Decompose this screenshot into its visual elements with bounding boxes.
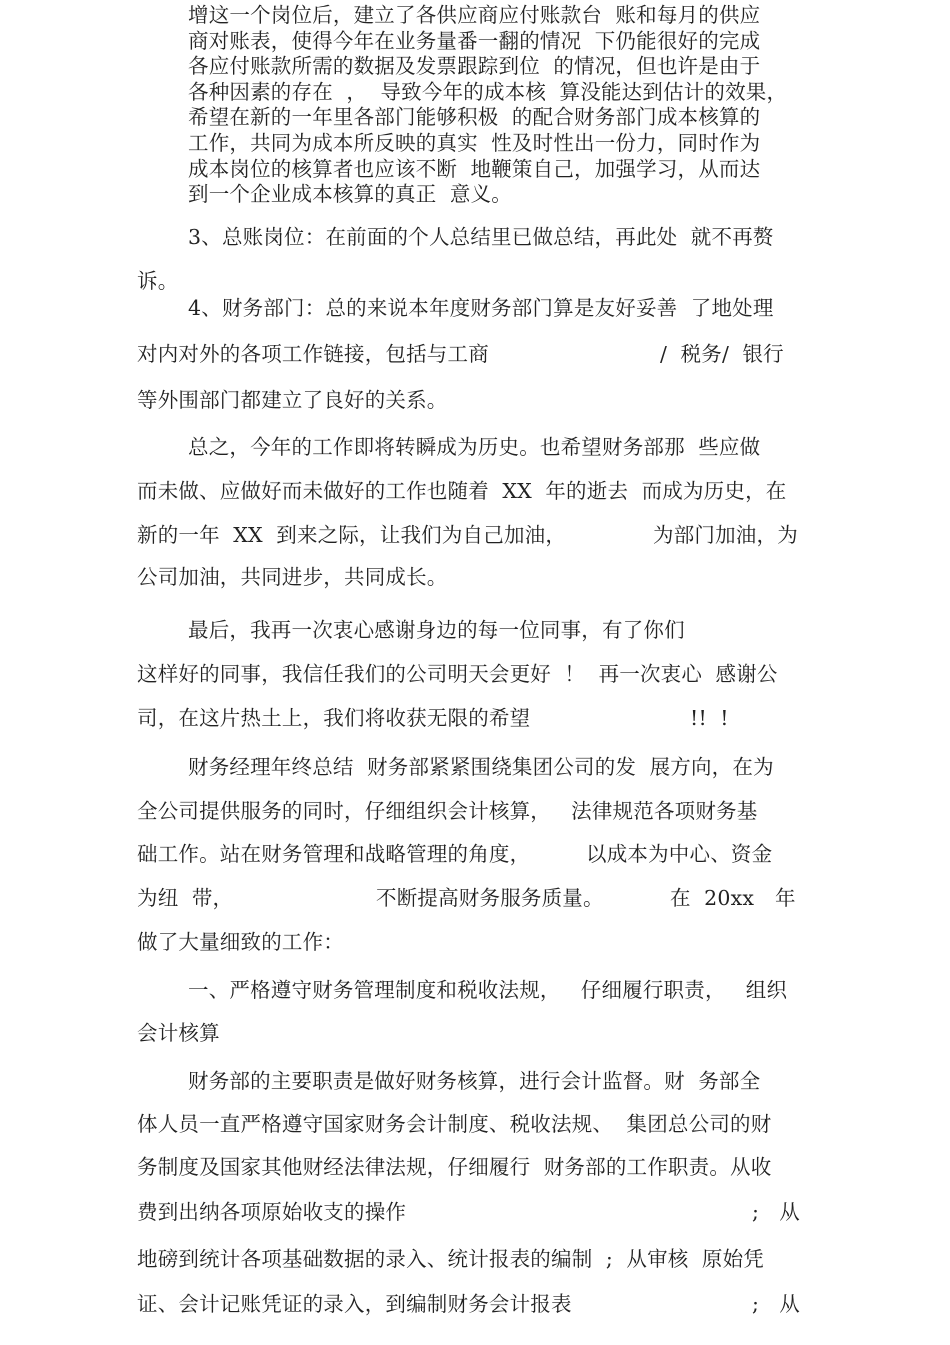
paragraph-line: 不断提高财务服务质量。 (376, 886, 604, 910)
section-heading-line: 会计核算 (137, 1021, 220, 1045)
paragraph-line: 而未做、应做好而未做好的工作也随着 XX 年的逝去 而成为历史，在 (137, 479, 787, 503)
paragraph-line: / 税务/ 银行 (660, 342, 784, 366)
paragraph-line: 费到出纳各项原始收支的操作 (137, 1200, 407, 1224)
paragraph-line: 以成本为中心、资金 (586, 842, 773, 866)
paragraph-line: 这样好的同事，我信任我们的公司明天会更好 ！ 再一次衷心 感谢公 (137, 662, 778, 686)
paragraph-line: 增这一个岗位后，建立了各供应商应付账款台 账和每月的供应 (188, 3, 761, 27)
paragraph-line: 证、会计记账凭证的录入，到编制财务会计报表 (137, 1292, 572, 1316)
paragraph-line: 地磅到统计各项基础数据的录入、统计报表的编制 ; 从审核 原始凭 (137, 1247, 765, 1271)
paragraph-line: 总之，今年的工作即将转瞬成为历史。也希望财务部那 些应做 (188, 435, 761, 459)
paragraph-line: 各种因素的存在 ， 导致今年的成本核 算没能达到估计的效果， (188, 80, 788, 104)
paragraph-line: 商对账表，使得今年在业务量番一翻的情况 下仍能很好的完成 (188, 29, 761, 53)
paragraph-line: ; 从 (752, 1200, 800, 1224)
paragraph-line: 新的一年 XX 到来之际，让我们为自己加油， (137, 523, 567, 547)
paragraph-line: 在 20xx (670, 886, 755, 910)
paragraph-line: 对内对外的各项工作链接，包括与工商 (137, 342, 489, 366)
paragraph-line: 财务经理年终总结 财务部紧紧围绕集团公司的发 展方向，在为 (188, 755, 774, 779)
paragraph-line: 司，在这片热土上，我们将收获无限的希望 (137, 706, 531, 730)
paragraph-line: 为纽 带， (137, 886, 234, 910)
paragraph-line: 4、财务部门：总的来说本年度财务部门算是友好妥善 了地处理 (188, 296, 774, 320)
paragraph-line: 年 (775, 886, 796, 910)
paragraph-line: 各应付账款所需的数据及发票跟踪到位 的情况，但也许是由于 (188, 54, 761, 78)
paragraph-line: 诉。 (137, 269, 179, 293)
section-heading-line: 一、严格遵守财务管理制度和税收法规， 仔细履行职责， 组织 (188, 978, 788, 1002)
paragraph-line: ; 从 (752, 1292, 800, 1316)
paragraph-line: 等外围部门都建立了良好的关系。 (137, 388, 448, 412)
paragraph-line: 为部门加油，为 (653, 523, 798, 547)
paragraph-line: 全公司提供服务的同时，仔细组织会计核算， 法律规范各项财务基 (137, 799, 758, 823)
paragraph-line: 最后，我再一次衷心感谢身边的每一位同事，有了你们 (188, 618, 685, 642)
paragraph-line: 础工作。站在财务管理和战略管理的角度， (137, 842, 531, 866)
paragraph-line: 做了大量细致的工作： (137, 930, 344, 954)
paragraph-line: 3、总账岗位：在前面的个人总结里已做总结，再此处 就不再赘 (188, 225, 774, 249)
paragraph-line: 希望在新的一年里各部门能够积极 的配合财务部门成本核算的 (188, 105, 761, 129)
paragraph-line: 工作，共同为成本所反映的真实 性及时性出一份力，同时作为 (188, 131, 761, 155)
paragraph-line: 公司加油，共同进步，共同成长。 (137, 565, 448, 589)
paragraph-line: 体人员一直严格遵守国家财务会计制度、税收法规、 集团总公司的财 (137, 1112, 772, 1136)
paragraph-line: 成本岗位的核算者也应该不断 地鞭策自己，加强学习，从而达 (188, 157, 761, 181)
paragraph-line: 到一个企业成本核算的真正 意义。 (188, 182, 512, 206)
paragraph-line: 财务部的主要职责是做好财务核算，进行会计监督。财 务部全 (188, 1069, 761, 1093)
paragraph-line: 务制度及国家其他财经法律法规，仔细履行 财务部的工作职责。从收 (137, 1155, 772, 1179)
paragraph-line: !! ! (690, 706, 729, 730)
